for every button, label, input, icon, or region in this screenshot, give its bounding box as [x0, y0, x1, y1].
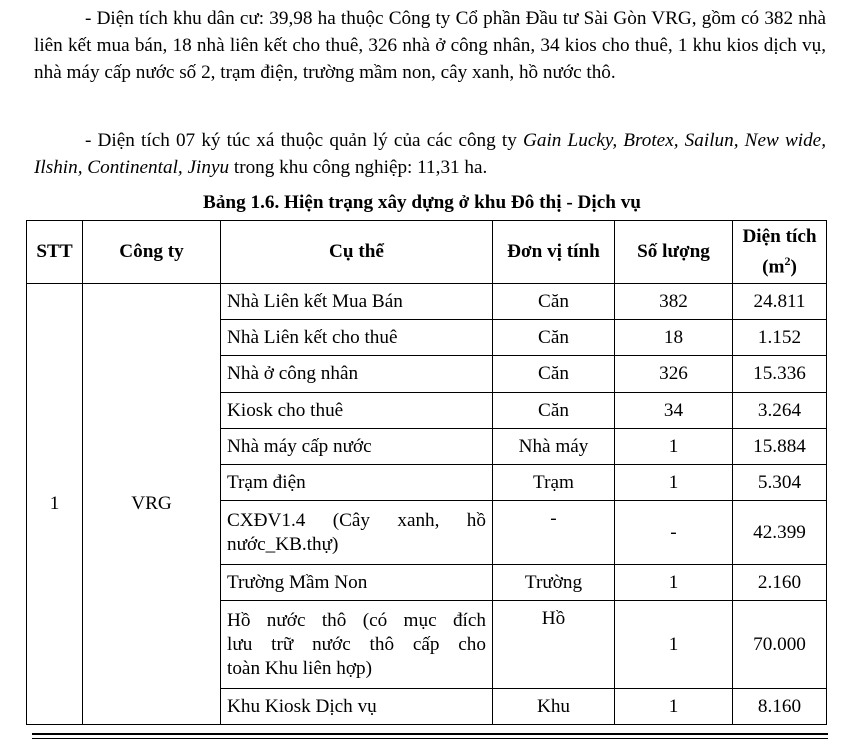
cell-detail: Nhà Liên kết cho thuê [221, 320, 493, 356]
cell-detail-line: toàn Khu liên hợp) [227, 657, 372, 679]
cell-quantity: 18 [615, 320, 733, 356]
header-company: Công ty [83, 221, 221, 284]
cell-unit: - [493, 501, 615, 565]
cell-quantity: 1 [615, 565, 733, 601]
paragraph-dormitories-suffix: trong khu công nghiệp: 11,31 ha. [229, 157, 488, 178]
cell-detail: Trường Mầm Non [221, 565, 493, 601]
cell-detail-line: lưu trữ nước thô cấp cho [227, 633, 486, 655]
header-unit: Đơn vị tính [493, 221, 615, 284]
cell-unit: Căn [493, 393, 615, 429]
cell-area: 2.160 [733, 565, 827, 601]
cell-area: 42.399 [733, 501, 827, 565]
cell-area: 1.152 [733, 320, 827, 356]
cell-unit: Căn [493, 320, 615, 356]
cell-quantity: 1 [615, 601, 733, 689]
cell-detail: Nhà máy cấp nước [221, 429, 493, 465]
footer-rule-thick [32, 733, 828, 735]
paragraph-dormitories [34, 127, 826, 181]
cell-unit: Trường [493, 565, 615, 601]
cell-unit: Căn [493, 284, 615, 320]
cell-area: 70.000 [733, 601, 827, 689]
header-detail: Cụ thể [221, 221, 493, 284]
cell-quantity: 1 [615, 429, 733, 465]
cell-quantity: 34 [615, 393, 733, 429]
company-names: Gain Lucky, Brotex, Sailun, New wide, Ilshin, Continental, Jinyu [34, 130, 826, 178]
cell-area: 15.336 [733, 356, 827, 393]
cell-detail: Nhà ở công nhân [221, 356, 493, 393]
cell-detail: Trạm điện [221, 465, 493, 501]
footer-rule-thin [32, 738, 828, 739]
cell-detail: Kiosk cho thuê [221, 393, 493, 429]
cell-unit: Khu [493, 689, 615, 725]
header-area [733, 221, 827, 284]
table-caption: Bảng 1.6. Hiện trạng xây dựng ở khu Đô thị - Dịch vụ [203, 192, 641, 213]
cell-unit: Trạm [493, 465, 615, 501]
cell-area: 24.811 [733, 284, 827, 320]
cell-quantity: 1 [615, 465, 733, 501]
cell-quantity: - [615, 501, 733, 565]
cell-area: 15.884 [733, 429, 827, 465]
cell-detail-line: CXĐV1.4 (Cây xanh, hồ [227, 509, 486, 531]
cell-area: 5.304 [733, 465, 827, 501]
cell-detail: Khu Kiosk Dịch vụ [221, 689, 493, 725]
cell-quantity: 326 [615, 356, 733, 393]
cell-detail-line: Hồ nước thô (có mục đích [227, 609, 486, 631]
cell-area: 3.264 [733, 393, 827, 429]
cell-detail: Nhà Liên kết Mua Bán [221, 284, 493, 320]
cell-detail [221, 501, 493, 565]
cell-stt: 1 [27, 284, 83, 725]
cell-detail-line: nước_KB.thự) [227, 533, 339, 555]
table-header-row [27, 221, 827, 284]
cell-company: VRG [83, 284, 221, 725]
paragraph-residential-area: - Diện tích khu dân cư: 39,98 ha thuộc Công ty Cổ phần Đầu tư Sài Gòn VRG, gồm có 382 nhà liên kết mua bán, 18 nhà liên kết cho thuê, 326 nhà ở công nhân, 34 kios cho thuê, 1 khu kios dịch vụ, nhà máy cấp nước số 2, trạm điện, trường mầm non, cây xanh, hồ nước thô. [34, 8, 826, 83]
paragraph-dormitories-prefix: - Diện tích 07 ký túc xá thuộc quản lý của các công ty [85, 130, 524, 151]
cell-unit: Nhà máy [493, 429, 615, 465]
cell-unit: Căn [493, 356, 615, 393]
construction-status-table [26, 220, 827, 725]
table-row [27, 284, 827, 320]
header-area-unit: $(m^2)$ [762, 253, 797, 278]
cell-area: 8.160 [733, 689, 827, 725]
cell-unit: Hồ [493, 601, 615, 689]
header-stt: STT [27, 221, 83, 284]
cell-quantity: 1 [615, 689, 733, 725]
header-area-label: Diện tích [742, 225, 817, 247]
cell-quantity: 382 [615, 284, 733, 320]
header-quantity: Số lượng [615, 221, 733, 284]
cell-detail [221, 601, 493, 689]
